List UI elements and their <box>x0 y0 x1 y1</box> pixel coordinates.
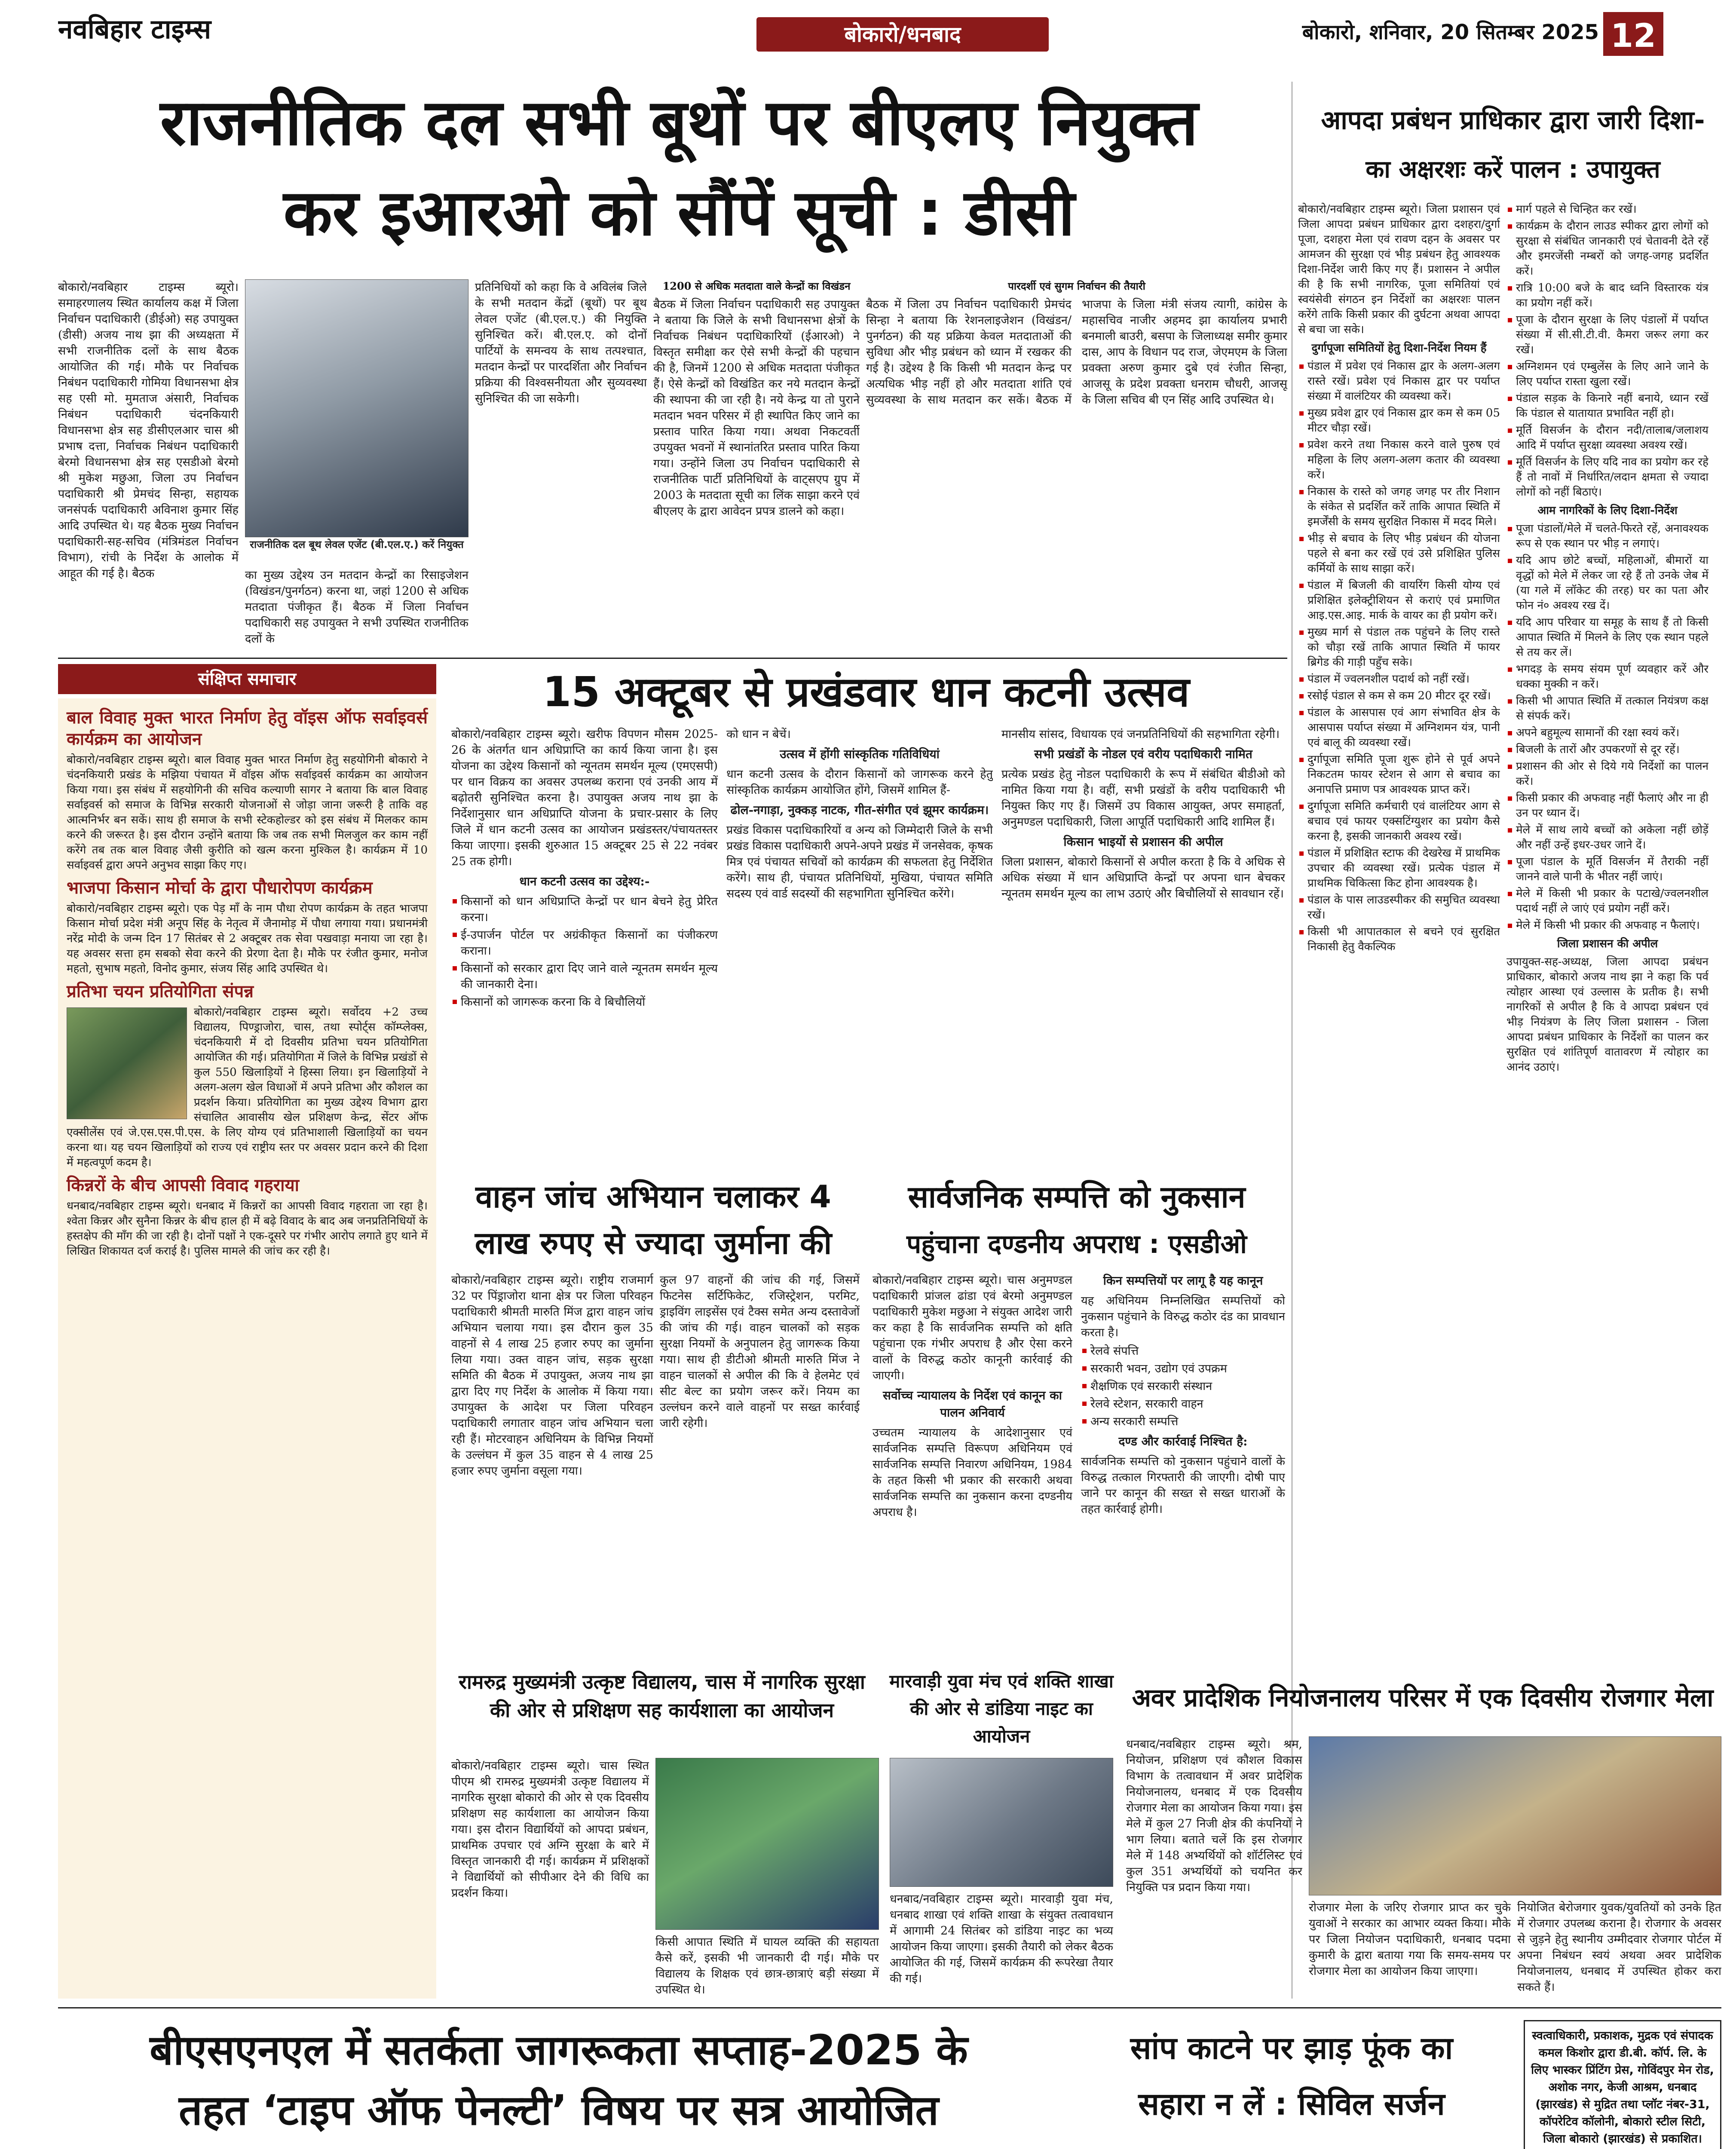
paddy-text-3c: जिला प्रशासन, बोकारो किसानों से अपील करता है कि वे अधिक से अधिक संख्या में धान अधिप्राप्ति केन्द्रों पर अपना धान बेचकर न्यूनतम समर्थन मूल्य का लाभ उठाएं और बिचौलियों से सावधान रहें। <box>1001 855 1285 900</box>
disaster-subhead-1: दुर्गापूजा समितियों हेतु दिशा-निर्देश नियम हैं <box>1311 342 1487 355</box>
page-number-box <box>1603 12 1663 56</box>
paddy-text-2: को धान न बेचें। <box>726 728 791 741</box>
main-headline-1: राजनीतिक दल सभी बूथों पर बीएलए नियुक्त <box>160 86 1198 159</box>
brief-label: संक्षिप्त समाचार <box>198 669 297 689</box>
snake-headline-1: सांप काटने पर झाड़ फूंक का <box>1130 2030 1453 2066</box>
disaster-col-2 <box>1506 202 1708 1999</box>
job-photo <box>1309 1736 1721 1895</box>
disaster-subhead-3: जिला प्रशासन की अपील <box>1557 937 1658 950</box>
disaster-bullet-item: कार्यक्रम के दौरान लाउड स्पीकर द्वारा लोगों को सुरक्षा से संबंधित जानकारी एवं चेतावनी देते रहें और इमरजेंसी नम्बरों को जगह-जगह प्रदर्शित करें। <box>1506 219 1708 279</box>
brief-text-2: बोकारो/नवबिहार टाइम्स ब्यूरो। एक पेड़ माँ के नाम पौधा रोपण कार्यक्रम के तहत भाजपा किसान मोर्चा प्रदेश मंत्री अनूप सिंह के नेतृत्व में जैनामोड़ में पौधा लगाया गया। प्रधानमंत्री नरेंद्र मोदी के जन्म दिन 17 सितंबर से 2 अक्टूबर तक सेवा पखवाड़ा मनाया जा रहा है। यह अवसर सत्ता हम सबको सेवा करने की प्रेरणा देता है। मौके पर रंजीत कुमार, मनोज महतो, सुभाष महतो, विनोद कुमार, संजय सिंह आदि उपस्थित थे। <box>67 902 428 975</box>
disaster-subhead: का अक्षरशः करें पालन : उपायुक्त <box>1366 156 1660 184</box>
paddy-subhead-2: उत्सव में होंगी सांस्कृतिक गतिविधियां <box>780 747 940 761</box>
property-text-2: यह अधिनियम निम्नलिखित सम्पत्तियों को नुकसान पहुंचाने के विरुद्ध कठोर दंड का प्रावधान करता है। <box>1081 1294 1285 1339</box>
property-headline-2: पहुंचाना दण्डनीय अपराध : एसडीओ <box>906 1229 1247 1259</box>
main-col-3: प्रतिनिधियों को कहा कि वे अविलंब जिले के सभी मतदान केंद्रों (बूथों) पर बूथ लेवल एजेंट (बी.एल.ए.) की नियुक्ति सुनिश्चित करें। बी.एल.ए. को दोनों पार्टियों के समन्वय के साथ तत्पश्चात, मतदान केन्द्रों पर पारदर्शिता और निर्वाचन प्रक्रिया की विश्वसनीयता और सुव्यवस्था सुनिश्चित की जा सकेगी। <box>475 281 647 405</box>
page-number: 12 <box>1610 16 1656 55</box>
disaster-bullets-3 <box>1506 521 1708 933</box>
school-headline: रामरुद्र मुख्यमंत्री उत्कृष्ट विद्यालय, चास में नागरिक सुरक्षा की ओर से प्रशिक्षण सह कार्यशाला का आयोजन <box>459 1670 865 1722</box>
paddy-text-1: बोकारो/नवबिहार टाइम्स ब्यूरो। खरीफ विपणन मौसम 2025-26 के अंतर्गत धान अधिप्राप्ति का कार्य किया जाना है। इस योजना का उद्देश्य किसानों को न्यूनतम समर्थन मूल्य (एमएसपी) पर धान विक्रय का अवसर उपलब्ध कराना एवं उनकी आय में बढ़ोतरी सुनिश्चित करना है। उपायुक्त अजय नाथ झा के निर्देशानुसार धान अधिप्राप्ति योजना के प्रचार-प्रसार के लिए जिले में धान कटनी उत्सव का आयोजन प्रखंडस्तर/पंचायतस्तर किया जाएगा। इसकी शुरुआत 15 अक्टूबर 25 से 22 नवंबर 25 तक होगी। <box>451 728 718 868</box>
brief-label-box <box>58 664 436 694</box>
disaster-bullet-item: पंडाल के आसपास एवं आग संभावित क्षेत्र के आसपास पर्याप्त संख्या में अग्निशमन यंत्र, पानी एवं बालू की व्यवस्था रखें। <box>1298 705 1500 750</box>
brief-headline-1: बाल विवाह मुक्त भारत निर्माण हेतु वॉइस ऑफ सर्वाइवर्स कार्यक्रम का आयोजन <box>67 708 428 749</box>
property-headline-1: सार्वजनिक सम्पत्ति को नुकसान <box>908 1179 1246 1215</box>
main-col-4: बैठक में जिला निर्वाचन पदाधिकारी सह उपायुक्त ने बताया कि जिले के सभी विधानसभा क्षेत्रों के निर्वाचक निबंधन पदाधिकारियों (ईआरओ) ने विस्तृत समीक्षा कर ऐसे सभी केन्द्रों की पहचान की है, जिनमें 1200 से अधिक मतदाता पंजीकृत हैं। ऐसे केन्द्रों को विखंडित कर नये मतदान केन्द्रों की स्थापना की जा रही है। नये केन्द्र या तो पुराने मतदान भवन परिसर में ही स्थापित किए जाने का प्रस्ताव पारित किया गया। अथवा निकटवर्ती उपयुक्त भवनों में स्थानांतरित प्रस्ताव पारित किया गया। उन्होंने जिला उप निर्वाचन पदाधिकारी से राजनीतिक पार्टी प्रतिनिधियों के वाट्सएप ग्रुप में 2003 के मतदाता सूची का लिंक साझा करने एवं बीएलए के द्वारा आवेदन प्रपत्र डालने को कहा। <box>653 298 860 518</box>
paddy-bullet-item: किसानों को सरकार द्वारा दिए जाने वाले न्यूनतम समर्थन मूल्य की जानकारी देना। <box>451 961 718 992</box>
paddy-col-1 <box>451 726 718 1165</box>
paddy-text-2c: प्रखंड विकास पदाधिकारियों व अन्य को जिम्मेदारी जिले के सभी प्रखंड विकास पदाधिकारी अपने-अपने प्रखंड में जनसेवक, कृषक मित्र एवं पंचायत सचिवों को कार्यक्रम की सफलता हेतु निर्देशित करेंगे। साथ ही, पंचायत प्रतिनिधियों, मुखिया, पंचायत समिति सदस्य एवं वार्ड सदस्यों की सहभागिता सुनिश्चित करेंगे। <box>726 823 993 900</box>
talent-photo <box>67 1007 187 1119</box>
citizen-bullet-item: यदि आप छोटे बच्चों, महिलाओं, बीमारों या वृद्धों को मेले में लेकर जा रहे हैं तो उनके जेब में (या गले में लॉकेट की तरह) घर का पता और फोन नं० अवश्य रख दें। <box>1506 553 1708 613</box>
job-col-3: नियोजित बेरोजगार युवक/युवतियों को उनके हित में रोजगार उपलब्ध कराना है। रोजगार के अवसर से जुड़ने हेतु स्थानीय उम्मीदवार रोजगार पोर्टल में अपना निबंधन स्वयं अथवा अवर प्रादेशिक नियोजनालय, धनबाद में उपस्थित होकर करा सकते हैं। <box>1517 1901 1721 1994</box>
disaster-bullet-item: मूर्ति विसर्जन के लिए यदि नाव का प्रयोग कर रहे हैं तो नावों में निर्धारित/लदान क्षमता से ज्यादा लोगों को नहीं बिठाएं। <box>1506 455 1708 500</box>
property-text-2b: सार्वजनिक सम्पत्ति को नुकसान पहुंचाने वालों के विरुद्ध तत्काल गिरफ्तारी की जाएगी। दोषी पाए जाने पर कानून की सख्त से सख्त धाराओं के तहत कार्रवाई होगी। <box>1081 1455 1285 1516</box>
paddy-text-2b: धान कटनी उत्सव के दौरान किसानों को जागरूक करने हेतु सांस्कृतिक कार्यक्रम आयोजित होंगे, जिसमें शामिल हैं- <box>726 768 993 797</box>
dandiya-photo <box>890 1758 1113 1887</box>
main-col-5: बैठक में जिला उप निर्वाचन पदाधिकारी प्रेमचंद सिन्हा ने बताया कि रेशनलाइजेशन (विखंडन/पुनर्गठन) की यह प्रक्रिया केवल मतदाताओं की सुविधा और भीड़ प्रबंधन को ध्यान में रखकर की गई है। उद्देश्य है कि किसी भी मतदान केन्द्र पर अत्यधिक भीड़ नहीं हो और मतदाता शांति एवं सुव्यवस्था के साथ मतदान कर सकें। बैठक में भाजपा के जिला मंत्री संजय त्यागी, कांग्रेस के महासचिव नाजीर अहमद झा कार्यालय प्रभारी बनमाली बाउरी, बसपा के जिलाध्यक्ष समीर कुमार दास, आप के विधान पद राज, जेएमएम के जिला प्रवक्ता अरुण कुमार दुबे एवं रंजीत सिन्हा, आजसू के प्रदेश प्रवक्ता धनराम चौधरी, आजसू के जिला सचिव बी एन सिंह आदि उपस्थित थे। <box>866 298 1287 407</box>
property-col-2 <box>1081 1272 1285 1659</box>
property-bullet-item: रेलवे संपत्ति <box>1081 1343 1285 1359</box>
disaster-col-1 <box>1298 202 1500 1999</box>
disaster-bullet-item: निकास के रास्ते को जगह जगह पर तीर निशान के संकेत से प्रदर्शित करें ताकि आपात स्थिति में इमर्जेंसी के समय सुरक्षित निकास में मदद मिले। <box>1298 484 1500 530</box>
bottom-section-rule <box>58 2007 1721 2008</box>
disaster-bullet-item: अग्निशमन एवं एम्बुलेंस के लिए आने जाने के लिए पर्याप्त रास्ता खुला रखें। <box>1506 359 1708 389</box>
bsnl-headline-1: बीएसएनएल में सतर्कता जागरूकता सप्ताह-2025 के <box>150 2026 968 2074</box>
dandiya-col-1: धनबाद/नवबिहार टाइम्स ब्यूरो। मारवाड़ी युवा मंच, धनबाद शाखा एवं शक्ति शाखा के संयुक्त तत्वावधान में आगामी 24 सितंबर को डांडिया नाइट का भव्य आयोजन किया जाएगा। इसकी तैयारी को लेकर बैठक आयोजित की गई, जिसमें कार्यक्रम की रूपरेखा तैयार की गई। <box>890 1892 1113 1985</box>
citizen-bullet-item: मेले में साथ लाये बच्चों को अकेला नहीं छोड़ें और नहीं उन्हें इधर-उधर जाने दें। <box>1506 823 1708 853</box>
disaster-bullet-item: मार्ग पहले से चिन्हित कर रखें। <box>1506 202 1708 217</box>
property-bullet-item: अन्य सरकारी सम्पत्ति <box>1081 1414 1285 1430</box>
dandiya-headline: मारवाड़ी युवा मंच एवं शक्ति शाखा की ओर से डांडिया नाइट का आयोजन <box>889 1671 1114 1747</box>
vehicle-headline: वाहन जांच अभियान चलाकर 4 लाख रुपए से ज्यादा जुर्माना की <box>475 1179 832 1261</box>
disaster-bullet-item: दुर्गापूजा समिति पूजा शुरू होने से पूर्व अपने निकटतम फायर स्टेशन से आग से बचाव का अनापत्ति प्रमाण पत्र आवश्यक प्राप्त करें। <box>1298 752 1500 797</box>
citizen-bullet-item: पूजा पंडाल के मूर्ति विसर्जन में तैराकी नहीं जानने वाले पानी के भीतर नहीं जाएं। <box>1506 854 1708 885</box>
paddy-text-3b: प्रत्येक प्रखंड हेतु नोडल पदाधिकारी के रूप में संबंधित बीडीओ को नामित किया गया है। वहीं, सभी प्रखंडों के वरीय पदाधिकारी भी नियुक्त किए गए हैं। जिसमें उप विकास आयुक्त, अपर समाहर्ता, अनुमण्डल पदाधिकारी, जिला आपूर्ति पदाधिकारी आदि शामिल हैं। <box>1001 768 1285 829</box>
job-headline: अवर प्रादेशिक नियोजनालय परिसर में एक दिवसीय रोजगार मेला <box>1132 1683 1714 1712</box>
disaster-bullet-item: पंडाल में ज्वलनशील पदार्थ को नहीं रखें। <box>1298 672 1500 687</box>
school-photo <box>655 1758 879 1930</box>
disaster-bullet-item: मूर्ति विसर्जन के दौरान नदी/तालाब/जलाशय आदि में पर्याप्त सुरक्षा व्यवस्था अवश्य रखें। <box>1506 423 1708 453</box>
disaster-bullet-item: पूजा के दौरान सुरक्षा के लिए पंडालों में पर्याप्त संख्या में सी.सी.टी.वी. कैमरा जरूर लगा कर रखें। <box>1506 312 1708 358</box>
brief-text-4: धनबाद/नवबिहार टाइम्स ब्यूरो। धनबाद में किन्नरों का आपसी विवाद गहराता जा रहा है। श्वेता किन्नर और सुनैना किन्नर के बीच हाल ही में बढ़े विवाद के बाद अब जनप्रतिनिधियों के हस्तक्षेप की माँग की जा रही है। दोनों पक्षों ने एक-दूसरे पर गंभीर आरोप लगाते हुए थाने में लिखित शिकायत दर्ज कराई है। पुलिस मामले की जांच कर रही है। <box>67 1200 428 1258</box>
imprint-text: स्वत्वाधिकारी, प्रकाशक, मुद्रक एवं संपादक कमल किशोर द्वारा डी.बी. कॉर्प. लि. के लिए भास्कर प्रिंटिंग प्रेस, गोविंदपुर मेन रोड, अशोक नगर, केजी आश्रम, धनबाद (झारखंड) से मुद्रित तथा प्लॉट नंबर-31, कॉपरेटिव कॉलोनी, बोकारो स्टील सिटी, जिला बोकारो (झारखंड) से प्रकाशित। <box>1531 2029 1714 2146</box>
disaster-bullet-item: पंडाल में बिजली की वायरिंग किसी योग्य एवं प्रशिक्षित इलेक्ट्रीशियन से कराएं एवं प्रमाणित आइ.एस.आइ. मार्क के वायर का ही प्रयोग करें। <box>1298 578 1500 623</box>
disaster-bullet-item: पंडाल में प्रशिक्षित स्टाफ की देखरेख में प्राथमिक उपचार की व्यवस्था रखें। प्रत्येक पंडाल में प्राथमिक चिकित्सा किट होना आवश्यक है। <box>1298 846 1500 891</box>
property-bullets <box>1081 1343 1285 1430</box>
disaster-bullet-item: दुर्गापूजा समिति कर्मचारी एवं वालंटियर आग से बचाव एवं फायर एक्सटिंग्युशर का प्रयोग कैसे करना है, इसकी जानकारी अवश्य रखें। <box>1298 799 1500 844</box>
property-subhead-2: किन सम्पत्तियों पर लागू है यह कानून <box>1103 1273 1263 1288</box>
paddy-headline: 15 अक्टूबर से प्रखंडवार धान कटनी उत्सव <box>542 668 1190 716</box>
disaster-bullet-item: मुख्य प्रवेश द्वार एवं निकास द्वार कम से कम 05 मीटर चौड़ा रखें। <box>1298 406 1500 436</box>
dc-photo-caption: राजनीतिक दल बूथ लेवल एजेंट (बी.एल.ए.) करें नियुक्त <box>250 539 464 551</box>
property-text-1: बोकारो/नवबिहार टाइम्स ब्यूरो। चास अनुमण्डल पदाधिकारी प्रांजल ढांडा एवं बेरमो अनुमण्डल पदाधिकारी मुकेश मछुआ ने संयुक्त आदेश जारी कर कहा है कि सार्वजनिक सम्पत्ति को क्षति पहुंचाना एक गंभीर अपराध है और ऐसा करने वालों के विरुद्ध कठोर कानूनी कार्रवाई की जाएगी। <box>873 1273 1072 1382</box>
paddy-text-3: मानसीय सांसद, विधायक एवं जनप्रतिनिधियों की सहभागिता रहेगी। <box>1001 728 1280 741</box>
disaster-intro: बोकारो/नवबिहार टाइम्स ब्यूरो। जिला प्रशासन एवं जिला आपदा प्रबंधन प्राधिकार द्वारा दशहरा/दुर्गा पूजा, दशहरा मेला एवं रावण दहन के अवसर पर आमजन की सुरक्षा एवं भीड़ प्रबंधन हेतु आवश्यक दिशा-निर्देश जारी किए गए हैं। प्रशासन ने अपील की है कि सभी नागरिक, पूजा समितियां एवं स्वयंसेवी संगठन इन निर्देशों का अक्षरशः पालन करेंगे ताकि किसी प्रकार की दुर्घटना अथवा आपदा से बचा जा सके। <box>1298 203 1500 336</box>
citizen-bullet-item: किसी भी आपात स्थिति में तत्काल नियंत्रण कक्ष से संपर्क करें। <box>1506 694 1708 724</box>
school-col-1: बोकारो/नवबिहार टाइम्स ब्यूरो। चास स्थित पीएम श्री रामरुद्र मुख्यमंत्री उत्कृष्ट विद्यालय में नागरिक सुरक्षा बोकारो की ओर से एक दिवसीय प्रशिक्षण सह कार्यशाला का आयोजन किया गया। इस दौरान विद्यार्थियों को आपदा प्रबंधन, प्राथमिक उपचार एवं अग्नि सुरक्षा के बारे में विस्तृत जानकारी दी गई। कार्यक्रम में प्रशिक्षकों ने विद्यार्थियों को सीपीआर देने की विधि का प्रदर्शन किया। <box>451 1759 649 1900</box>
property-subhead-3: दण्ड और कार्रवाई निश्चित है: <box>1118 1434 1248 1448</box>
paddy-bullet-item: किसानों को जागरूक करना कि वे बिचौलियों <box>451 994 718 1010</box>
brief-text-1: बोकारो/नवबिहार टाइम्स ब्यूरो। बाल विवाह मुक्त भारत निर्माण हेतु सहयोगिनी बोकारो ने चंदनकियारी प्रखंड के मझिया पंचायत में वॉइस ऑफ सर्वाइवर्स कार्यक्रम का आयोजन किया गया। इस संबंध में सहयोगिनी की सचिव कल्याणी सागर ने बताया कि बाल विवाह सर्वाइवर्स को समाज के विभिन्न सरकारी योजनाओं से जोड़ा जाना जरूरी है ताकि वह आत्मनिर्भर बन सकें। साथ ही समाज के सभी स्टेकहोल्डर को इस संबंध में मिलकर काम करने की जरूरत है। इस दौरान उन्होंने बताया कि जब तक सभी मिलजुल कर काम नहीं करेंगे तब तक बाल विवाह जैसी कुरीति को खत्म करना मुश्किल है। कार्यक्रम में 10 सर्वाइवर्स द्वारा अपने अनुभव साझा किए गए। <box>67 753 428 872</box>
disaster-bullets-2 <box>1506 202 1708 500</box>
citizen-bullet-item: यदि आप परिवार या समूह के साथ हैं तो किसी आपात स्थिति में मिलने के लिए एक स्थान पहले से तय कर लें। <box>1506 615 1708 660</box>
disaster-bullet-item: पंडाल में प्रवेश एवं निकास द्वार के अलग-अलग रास्ते रखें। प्रवेश एवं निकास द्वार पर पर्याप्त संख्या में वालंटियर की व्यवस्था करें। <box>1298 359 1500 404</box>
snake-headline-2: सहारा न लें : सिविल सर्जन <box>1138 2086 1445 2122</box>
paddy-bullets <box>451 894 718 1010</box>
property-bullet-item: सरकारी भवन, उद्योग एवं उपक्रम <box>1081 1361 1285 1377</box>
citizen-bullet-item: मेले में किसी भी प्रकार के पटाखे/ज्वलनशील पदार्थ नहीं ले जाएं एवं प्रयोग नहीं करें। <box>1506 886 1708 916</box>
citizen-bullet-item: प्रशासन की ओर से दिये गये निर्देशों का पालन करें। <box>1506 759 1708 789</box>
disaster-bullets-1 <box>1298 359 1500 955</box>
citizen-bullet-item: अपने बहुमूल्य सामानों की रक्षा स्वयं करें। <box>1506 726 1708 741</box>
paddy-subhead-5: किसान भाइयों से प्रशासन की अपील <box>1063 835 1223 849</box>
paddy-subhead-3: ढोल-नगाड़ा, नुक्कड़ नाटक, गीत-संगीत एवं झूमर कार्यक्रम। <box>730 803 989 817</box>
citizen-bullet-item: बिजली के तारों और उपकरणों से दूर रहें। <box>1506 742 1708 757</box>
disaster-bullet-item: किसी भी आपातकाल से बचने एवं सुरक्षित निकासी हेतु वैकल्पिक <box>1298 924 1500 955</box>
disaster-appeal: उपायुक्त-सह-अध्यक्ष, जिला आपदा प्रबंधन प्राधिकार, बोकारो अजय नाथ झा ने कहा कि पर्व त्योहार आस्था एवं उल्लास के प्रतीक है। सभी नागरिकों से अपील है कि वे आपदा प्रबंधन एवं भीड़ नियंत्रण के लिए जिला प्रशासन - जिला आपदा प्रबंधन प्राधिकार के निर्देशों का पालन कर सुरक्षित एवं शांतिपूर्ण वातावरण में त्योहार का आनंद उठाएं। <box>1506 955 1708 1074</box>
citizen-bullet-item: किसी प्रकार की अफवाह नहीं फैलाएं और ना ही उन पर ध्यान दें। <box>1506 791 1708 821</box>
paddy-subhead-1: धान कटनी उत्सव का उद्देश्य:- <box>519 874 650 888</box>
paddy-bullet-item: किसानों को धान अधिप्राप्ति केन्द्रों पर धान बेचने हेतु प्रेरित करना। <box>451 894 718 925</box>
brief-column <box>58 698 436 1999</box>
citizen-bullet-item: पूजा पंडालों/मेले में चलते-फिरते रहें, अनावश्यक रूप से एक स्थान पर भीड़ न लगाएं। <box>1506 521 1708 551</box>
paper-name: नवबिहार टाइम्स <box>58 13 211 45</box>
disaster-bullet-item: रात्रि 10:00 बजे के बाद ध्वनि विस्तारक यंत्र का प्रयोग नहीं करें। <box>1506 281 1708 311</box>
job-col-2: रोजगार मेला के जरिए रोजगार प्राप्त कर चुके युवाओं ने सरकार का आभार व्यक्त किया। मौके पर जिला नियोजन पदाधिकारी, धनबाद पदमा कुमारी के द्वारा बताया गया कि समय-समय पर रोजगार मेला का आयोजन किया जाएगा। <box>1309 1901 1511 1978</box>
section-tab <box>756 17 1049 52</box>
brief-headline-2: भाजपा किसान मोर्चा के द्वारा पौधारोपण कार्यक्रम <box>67 878 373 898</box>
paddy-bullet-item: ई-उपार्जन पोर्टल पर अग्रंकीकृत किसानों का पंजीकरण कराना। <box>451 927 718 959</box>
dc-photo <box>245 279 468 537</box>
paddy-subhead-4: सभी प्रखंडों के नोडल एवं वरीय पदाधिकारी नामित <box>1034 747 1252 761</box>
paddy-col-3 <box>1001 726 1285 1165</box>
brief-headline-4: किन्नरों के बीच आपसी विवाद गहराया <box>67 1176 300 1195</box>
citizen-bullet-item: मेले में किसी भी प्रकार की अफवाह न फैलाएं। <box>1506 918 1708 933</box>
property-bullet-item: शैक्षणिक एवं सरकारी संस्थान <box>1081 1378 1285 1394</box>
masthead <box>0 0 1736 56</box>
issue-date: बोकारो, शनिवार, 20 सितम्बर 2025 <box>1302 20 1599 44</box>
main-headline-2: कर इआरओ को सौंपें सूची : डीसी <box>283 176 1075 250</box>
disaster-bullet-item: मुख्य मार्ग से पंडाल तक पहुंचने के लिए रास्ते को चौड़ा रखें ताकि आपात स्थिति में फायर ब्रिगेड की गाड़ी पहुँच सके। <box>1298 625 1500 670</box>
property-text-1b: उच्चतम न्यायालय के आदेशानुसार एवं सार्वजनिक सम्पत्ति विरूपण अधिनियम एवं सार्वजनिक सम्पत्ति निवारण अधिनियम, 1984 के तहत किसी भी प्रकार की सरकारी अथवा सार्वजनिक सम्पत्ति का नुकसान करना दण्डनीय अपराध है। <box>873 1426 1072 1519</box>
section-label: बोकारो/धनबाद <box>844 22 961 47</box>
disaster-bullet-item: रसोई पंडाल से कम से कम 20 मीटर दूर रखें। <box>1298 689 1500 704</box>
property-bullet-item: रेलवे स्टेशन, सरकारी वाहन <box>1081 1396 1285 1412</box>
imprint-box <box>1524 2020 1721 2149</box>
main-subhead-4: 1200 से अधिक मतदाता वाले केन्द्रों का विखंडन <box>662 280 851 292</box>
disaster-bullet-item: पंडाल सड़क के किनारे नहीं बनाये, ध्यान रखें कि पंडाल से यातायात प्रभावित नहीं हो। <box>1506 391 1708 421</box>
main-col-4-wrap <box>653 279 860 647</box>
citizen-bullet-item: भगदड़ के समय संयम पूर्ण व्यवहार करें और धक्का मुक्की न करें। <box>1506 662 1708 692</box>
job-col-1: धनबाद/नवबिहार टाइम्स ब्यूरो। श्रम, नियोजन, प्रशिक्षण एवं कौशल विकास विभाग के तत्वावधान में अवर प्रादेशिक नियोजनालय, धनबाद में एक दिवसीय रोजगार मेला का आयोजन किया गया। इस मेले में कुल 27 निजी क्षेत्र की कंपनियों ने भाग लिया। बताते चलें कि इस रोजगार मेले में 148 अभ्यर्थियों को शॉर्टलिस्ट एवं कुल 351 अभ्यर्थियों को चयनित कर नियुक्ति पत्र प्रदान किया गया। <box>1126 1738 1302 1894</box>
main-subhead-5: पारदर्शी एवं सुगम निर्वाचन की तैयारी <box>1008 280 1145 292</box>
disaster-headline: आपदा प्रबंधन प्राधिकार द्वारा जारी दिशा- <box>1321 105 1705 135</box>
disaster-bullet-item: भीड़ से बचाव के लिए भीड़ प्रबंधन की योजना पहले से बना कर रखें एवं उसे प्रशिक्षित पुलिस कर्मियों के साथ साझा करें। <box>1298 531 1500 576</box>
vehicle-col-1: बोकारो/नवबिहार टाइम्स ब्यूरो। राष्ट्रीय राजमार्ग 32 पर पिंड्राजोरा थाना क्षेत्र पर जिला परिवहन पदाधिकारी श्रीमती मारुति मिंज द्वारा वाहन जांच अभियान चलाया गया। इस दौरान कुल 35 वाहनों से 4 लाख 25 हजार रुपए का जुर्माना लिया गया। उक्त वाहन जांच, सड़क सुरक्षा समिति की बैठक में उपायुक्त, अजय नाथ झा द्वारा दिए गए निर्देश के आलोक में किया गया। उपायुक्त के आदेश पर जिला परिवहन पदाधिकारी लगातार वाहन जांच अभियान चला रही हैं। मोटरवाहन अधिनियम के विभिन्न नियमों के उल्लंघन में कुल 35 वाहन से 4 लाख 25 हजार रुपए जुर्माना वसूला गया। <box>451 1273 653 1478</box>
paddy-col-2 <box>726 726 993 1165</box>
bsnl-headline-2: तहत ‘टाइप ऑफ पेनल्टी’ विषय पर सत्र आयोजित <box>179 2086 939 2134</box>
disaster-bullet-item: पंडाल के पास लाउडस्पीकर की समुचित व्यवस्था रखें। <box>1298 893 1500 923</box>
vehicle-col-2: कुल 97 वाहनों की जांच की गई, जिसमें फिटनेस सर्टिफिकेट, रजिस्ट्रेशन, परमिट, ड्राइविंग लाइसेंस एवं टैक्स समेत अन्य दस्तावेजों की जांच की गई। वाहन चालकों को सड़क सुरक्षा नियमों के अनुपालन हेतु जागरूक किया गया। साथ ही डीटीओ श्रीमती मारुति मिंज ने वाहन चालकों से अपील की कि वे हेलमेट एवं सीट बेल्ट का प्रयोग जरूर करें। नियम का उल्लंघन करने वाले वाहनों पर सख्त कार्रवाई जारी रहेगी। <box>660 1273 860 1430</box>
disaster-bullet-item: प्रवेश करने तथा निकास करने वाले पुरुष एवं महिला के लिए अलग-अलग कतार की व्यवस्था करें। <box>1298 438 1500 483</box>
main-col-1: बोकारो/नवबिहार टाइम्स ब्यूरो। समाहरणालय स्थित कार्यालय कक्ष में जिला निर्वाचन पदाधिकारी (डीईओ) सह उपायुक्त (डीसी) अजय नाथ झा की अध्यक्षता में सभी राजनीतिक दलों के साथ बैठक आयोजित की गई। मौके पर निर्वाचक निबंधन पदाधिकारी गोमिया विधानसभा क्षेत्र सह एसी मो. मुमताज अंसारी, निर्वाचक निबंधन पदाधिकारी चंदनकियारी विधानसभा क्षेत्र सह डीसीएलआर चास श्री प्रभाष दत्ता, निर्वाचक निबंधन पदाधिकारी बेरमो विधानसभा क्षेत्र सह एसडीओ बेरमो श्री मुकेश मछुआ, जिला उप निर्वाचन पदाधिकारी श्री प्रेमचंद सिन्हा, सहायक जनसंपर्क पदाधिकारी अविनाश कुमार सिंह आदि उपस्थित थे। यह बैठक मुख्य निर्वाचन पदाधिकारी-सह-सचिव (मंत्रिमंडल निर्वाचन विभाग), रांची के निर्देश के आलोक में आहूत की गई है। बैठक <box>58 281 239 580</box>
disaster-subhead-2: आम नागरिकों के लिए दिशा-निर्देश <box>1537 504 1678 517</box>
main-col-2: का मुख्य उद्देश्य उन मतदान केन्द्रों का रिसाइजेशन (विखंडन/पुनर्गठन) करना था, जहां 1200 से अधिक मतदाता पंजीकृत हैं। बैठक में जिला निर्वाचन पदाधिकारी सह उपायुक्त ने सभी उपस्थित राजनीतिक दलों के <box>245 569 468 646</box>
property-col-1 <box>873 1272 1072 1659</box>
property-subhead-1: सर्वोच्च न्यायालय के निर्देश एवं कानून का पालन अनिवार्य <box>883 1388 1062 1420</box>
brief-headline-3: प्रतिभा चयन प्रतियोगिता संपन्न <box>67 982 254 1001</box>
brief-top-rule <box>58 658 1287 659</box>
brief-text-3: बोकारो/नवबिहार टाइम्स ब्यूरो। सर्वोदय +2 उच्च विद्यालय, पिण्ड्राजोरा, चास, तथा स्पोर्ट्स कॉम्प्लेक्स, चंदनकियारी में दो दिवसीय प्रतिभा चयन प्रतियोगिता आयोजित की गई। प्रतियोगिता में जिले के विभिन्न प्रखंडों से कुल 550 खिलाड़ियों ने हिस्सा लिया। इन खिलाड़ियों ने अलग-अलग खेल विधाओं में अपने प्रतिभा और कौशल का प्रदर्शन किया। प्रतियोगिता का मुख्य उद्देश्य विभाग द्वारा संचालित आवासीय खेल प्रशिक्षण केन्द्र, सेंटर ऑफ एक्सीलेंस एवं जे.एस.एस.पी.एस. के लिए योग्य एवं प्रतिभाशाली खिलाड़ियों का चयन करना था। यह चयन खिलाड़ियों को राज्य एवं राष्ट्रीय स्तर पर अवसर प्रदान करने की दिशा में महत्वपूर्ण कदम है। <box>67 1006 428 1169</box>
main-col-5-wrap <box>866 279 1287 647</box>
school-col-2: किसी आपात स्थिति में घायल व्यक्ति की सहायता कैसे करें, इसकी भी जानकारी दी गई। मौके पर विद्यालय के शिक्षक एवं छात्र-छात्राएं बड़ी संख्या में उपस्थित थे। <box>655 1935 879 1996</box>
